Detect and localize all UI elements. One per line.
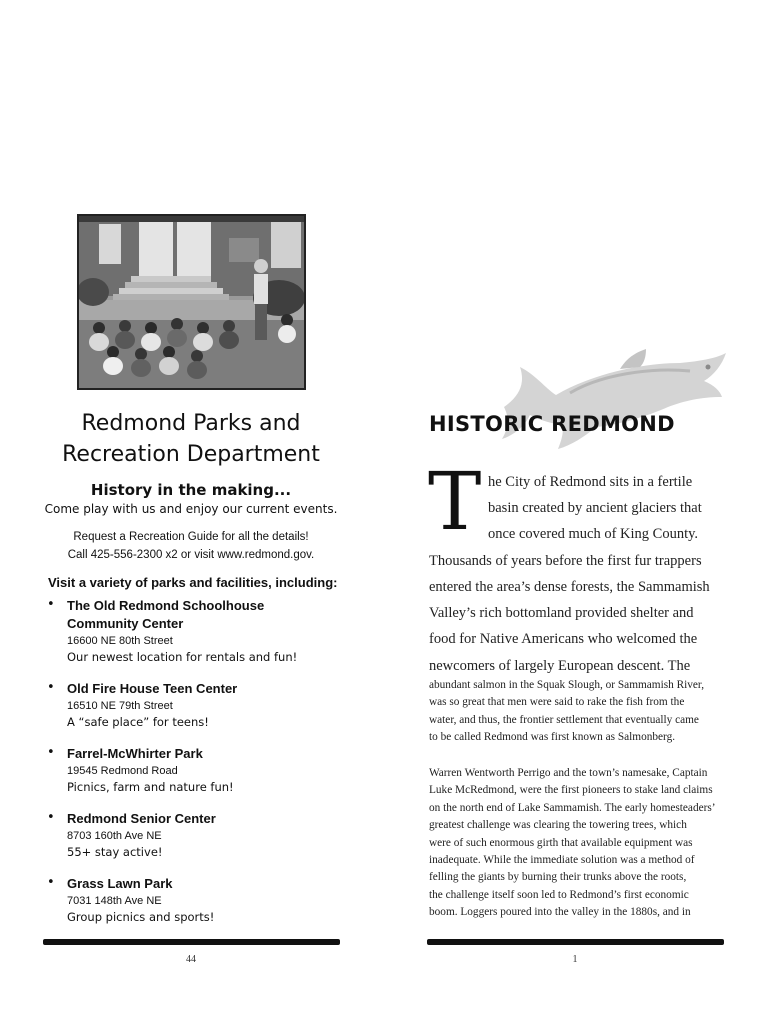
facility-description: A “safe place” for teens! xyxy=(67,715,209,729)
bullet-icon: • xyxy=(47,810,55,825)
drop-cap: T xyxy=(428,455,482,548)
facility-name: Grass Lawn Park xyxy=(67,876,173,891)
list-item xyxy=(47,810,347,861)
intro-line: once covered much of King County. xyxy=(488,526,699,542)
request-line: Call 425-556-2300 x2 or visit www.redmond.gov. xyxy=(67,549,315,561)
right-footer-rule xyxy=(427,939,724,945)
intro-line: newcomers of largely European descent. The xyxy=(429,658,691,674)
body-line: to be called Redmond was first known as Salmonberg. xyxy=(429,731,676,744)
history-subheading: History in the making... xyxy=(90,481,292,499)
facility-name: The Old Redmond Schoolhouse xyxy=(67,598,265,613)
intro-line: entered the area’s dense forests, the Sammamish xyxy=(429,579,710,595)
bullet-icon: • xyxy=(47,875,55,890)
facility-address: 16600 NE 80th Street xyxy=(67,635,173,647)
body-line: the challenge itself soon led to Redmond’s first economic xyxy=(429,888,689,901)
left-page-number: 44 xyxy=(186,954,196,965)
intro-line: he City of Redmond sits in a fertile xyxy=(488,474,693,490)
facility-name: Redmond Senior Center xyxy=(67,811,216,826)
facility-address: 8703 160th Ave NE xyxy=(67,830,162,842)
body-line: abundant salmon in the Squak Slough, or Sammamish River, xyxy=(429,679,705,691)
body-line: Luke McRedmond, were the first pioneers to stake land claims xyxy=(429,784,713,797)
facility-name: Old Fire House Teen Center xyxy=(67,681,238,696)
title-line: Redmond Parks and xyxy=(81,411,301,436)
paragraph-pioneers xyxy=(429,765,725,922)
body-line: were of such enormous girth that available equipment was xyxy=(429,836,693,849)
body-line: Warren Wentworth Perrigo and the town’s namesake, Captain xyxy=(429,767,708,779)
body-line: water, and thus, the frontier settlement that eventually came xyxy=(429,713,699,726)
facility-description: Picnics, farm and nature fun! xyxy=(67,780,234,794)
body-line: greatest challenge was clearing the towering trees, which xyxy=(429,819,687,832)
body-line: inadequate. While the immediate solution was a method of xyxy=(429,854,695,867)
intro-line: Valley’s rich bottomland provided shelter and xyxy=(429,605,694,621)
facilities-list xyxy=(47,597,347,940)
intro-line: basin created by ancient glaciers that xyxy=(488,500,702,516)
intro-line: food for Native Americans who welcomed the xyxy=(429,631,698,647)
facility-address: 7031 148th Ave NE xyxy=(67,895,162,907)
bullet-icon: • xyxy=(47,597,55,612)
left-footer-rule xyxy=(43,939,340,945)
left-page-title xyxy=(40,408,342,470)
request-guide-text xyxy=(40,528,342,564)
list-item xyxy=(47,875,347,926)
facility-address: 16510 NE 79th Street xyxy=(67,700,173,712)
facility-description: Group picnics and sports! xyxy=(67,910,215,924)
visit-heading: Visit a variety of parks and facilities, including: xyxy=(48,575,338,590)
salmon-icon xyxy=(500,345,730,455)
tagline: Come play with us and enjoy our current events. xyxy=(44,502,338,516)
intro-line: Thousands of years before the first fur trappers xyxy=(429,553,702,569)
facility-name: Community Center xyxy=(67,616,184,631)
list-item xyxy=(47,680,347,731)
list-item xyxy=(47,597,347,666)
request-line: Request a Recreation Guide for all the details! xyxy=(73,531,309,543)
right-page-number: 1 xyxy=(572,954,578,965)
body-line: on the north end of Lake Sammamish. The early homesteaders’ xyxy=(429,801,716,814)
bullet-icon: • xyxy=(47,745,55,760)
photo-children-outdoor-storytime xyxy=(77,214,306,390)
bullet-icon: • xyxy=(47,680,55,695)
facility-address: 19545 Redmond Road xyxy=(67,765,178,777)
facility-description: Our newest location for rentals and fun! xyxy=(67,650,298,664)
facility-description: 55+ stay active! xyxy=(67,845,163,859)
body-line: boom. Loggers poured into the valley in the 1880s, and in xyxy=(429,906,691,919)
list-item xyxy=(47,745,347,796)
title-line: Recreation Department xyxy=(62,442,320,467)
body-line: was so great that men were said to rake the fish from the xyxy=(429,696,685,709)
right-page-title: HISTORIC REDMOND xyxy=(429,412,675,436)
facility-name: Farrel-McWhirter Park xyxy=(67,746,203,761)
paragraph-salmon xyxy=(429,677,725,747)
body-line: felling the giants by burning their trunks above the roots, xyxy=(429,871,687,884)
